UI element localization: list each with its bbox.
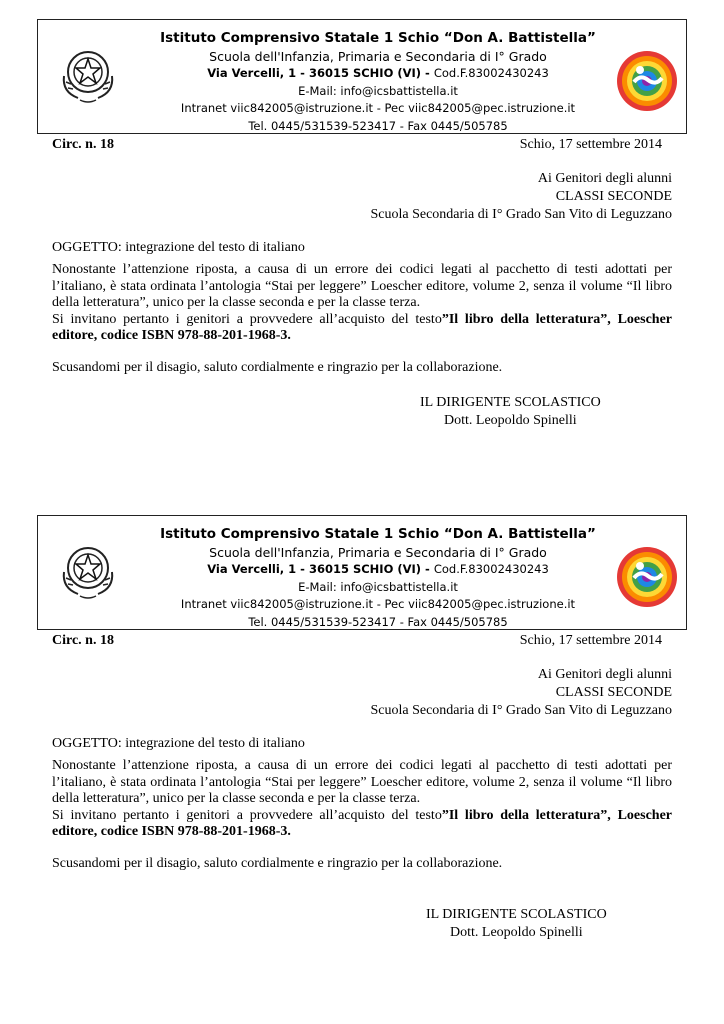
school-rainbow-logo-icon: [616, 544, 678, 610]
recipient-line-2: CLASSI SECONDE: [555, 685, 672, 700]
italian-republic-emblem-icon: [56, 42, 120, 106]
paragraph-2-text: Si invitano pertanto i genitori a provvedere all’acquisto del testo: [52, 311, 442, 327]
circular-date: Schio, 17 settembre 2014: [519, 137, 662, 152]
signature-role: IL DIRIGENTE SCOLASTICO: [420, 395, 601, 410]
subject-line: OGGETTO: integrazione del testo di italiano: [52, 240, 305, 255]
book-reference: ”Il libro della letteratura”, Loescher editore, codice ISBN 978-88-201-1968-3.: [52, 807, 672, 839]
letter-body: [52, 262, 672, 345]
school-type: Scuola dell'Infanzia, Primaria e Secondaria di I° Grado: [209, 48, 547, 64]
recipient-line-3: Scuola Secondaria di I° Grado San Vito di Leguzzano: [370, 207, 672, 222]
school-type: Scuola dell'Infanzia, Primaria e Secondaria di I° Grado: [209, 544, 547, 560]
school-intranet-pec: Intranet viic842005@istruzione.it - Pec viic842005@pec.istruzione.it: [180, 597, 576, 611]
school-rainbow-logo-icon: [616, 48, 678, 114]
closing-line: Scusandomi per il disagio, saluto cordialmente e ringrazio per la collaborazione.: [52, 856, 503, 871]
subject-line: OGGETTO: integrazione del testo di italiano: [52, 736, 305, 751]
circular-date: Schio, 17 settembre 2014: [519, 633, 662, 648]
body-paragraph-1: Nonostante l’attenzione riposta, a causa di un errore dei codici legati al pacchetto di testi adottati per l’italiano, è stata ordinata l’antologia “Stai per leggere” Loescher editore, volume 2, senza il volume “Il libro della letteratura”, unico per la classe seconda e per la classe terza.: [52, 758, 672, 806]
signature-name: Dott. Leopoldo Spinelli: [450, 925, 583, 940]
letter-body: [52, 758, 672, 841]
closing-line: Scusandomi per il disagio, saluto cordialmente e ringrazio per la collaborazione.: [52, 360, 503, 375]
school-name: Istituto Comprensivo Statale 1 Schio “Don A. Battistella”: [160, 30, 596, 46]
school-phone: Tel. 0445/531539-523417 - Fax 0445/505785: [248, 614, 508, 629]
circular-number: Circ. n. 18: [52, 137, 114, 152]
recipient-line-1: Ai Genitori degli alunni: [537, 171, 672, 186]
letterhead: [37, 515, 687, 630]
body-paragraph-2: [52, 312, 672, 345]
recipients: [370, 666, 672, 720]
school-address: [148, 561, 608, 579]
signature-name: Dott. Leopoldo Spinelli: [444, 413, 577, 428]
recipient-line-1: Ai Genitori degli alunni: [537, 667, 672, 682]
school-email: E-Mail: info@icsbattistella.it: [298, 83, 458, 98]
body-paragraph-1: Nonostante l’attenzione riposta, a causa di un errore dei codici legati al pacchetto di testi adottati per l’italiano, è stata ordinata l’antologia “Stai per leggere” Loescher editore, volume 2, senza il volume “Il libro della letteratura”, unico per la classe seconda e per la classe terza.: [52, 262, 672, 310]
circular-copy-1: [0, 0, 724, 496]
school-name: Istituto Comprensivo Statale 1 Schio “Don A. Battistella”: [160, 526, 596, 542]
signature-block: [426, 906, 607, 942]
tax-code: Cod.F.83002430243: [433, 66, 549, 80]
letterhead: [37, 19, 687, 134]
signature-block: [420, 394, 601, 430]
circular-copy-2: [0, 496, 724, 992]
recipient-line-2: CLASSI SECONDE: [555, 189, 672, 204]
italian-republic-emblem-icon: [56, 538, 120, 602]
paragraph-2-text: Si invitano pertanto i genitori a provvedere all’acquisto del testo: [52, 807, 442, 823]
circular-number: Circ. n. 18: [52, 633, 114, 648]
tax-code: Cod.F.83002430243: [433, 562, 549, 576]
school-phone: Tel. 0445/531539-523417 - Fax 0445/505785: [248, 118, 508, 133]
signature-role: IL DIRIGENTE SCOLASTICO: [426, 907, 607, 922]
book-reference: ”Il libro della letteratura”, Loescher editore, codice ISBN 978-88-201-1968-3.: [52, 311, 672, 343]
body-paragraph-2: [52, 808, 672, 841]
recipients: [370, 170, 672, 224]
school-address: [148, 65, 608, 83]
school-intranet-pec: Intranet viic842005@istruzione.it - Pec viic842005@pec.istruzione.it: [180, 101, 576, 115]
school-email: E-Mail: info@icsbattistella.it: [298, 579, 458, 594]
address-text: Via Vercelli, 1 - 36015 SCHIO (VI) -: [207, 562, 430, 576]
address-text: Via Vercelli, 1 - 36015 SCHIO (VI) -: [207, 66, 430, 80]
recipient-line-3: Scuola Secondaria di I° Grado San Vito di Leguzzano: [370, 703, 672, 718]
